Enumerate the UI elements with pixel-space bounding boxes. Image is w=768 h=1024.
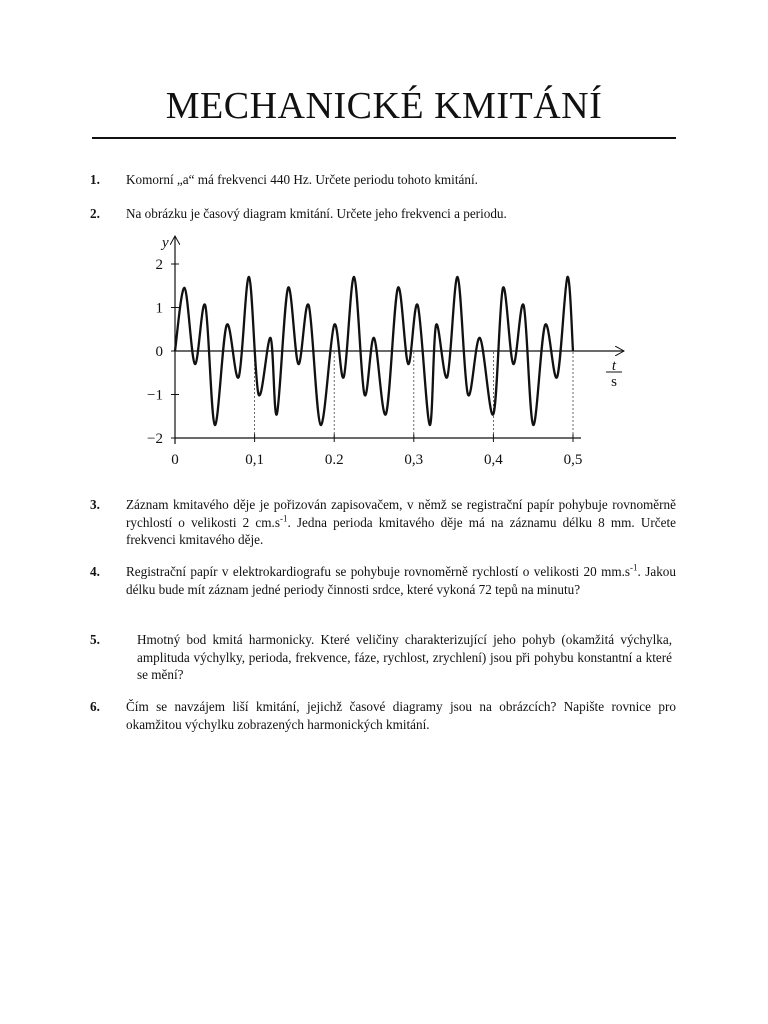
question-text-part: . Jedna perioda kmitavého děje má na záznamu délku 8 mm. Určete frekvenci kmitavého děje. [126,514,676,547]
question-number: 1. [90,172,100,187]
y-tick-label: 0 [155,344,163,360]
question-text [126,496,676,549]
x-tick-label: 0,5 [563,452,583,468]
question-text-part: Záznam kmitavého děje je pořizován zapisovačem, v němž se registrační papír pohybuje rovnoměrně rychlostí o velikosti 2 cm.s [126,497,676,530]
x-tick-label: 0 [171,452,179,468]
question-text-part: . Jakou délku bude mít záznam jedné periody činnosti srdce, které vykoná 72 tepů na minutu? [126,564,676,597]
question-text: Hmotný bod kmitá harmonicky. Které veličiny charakterizující jeho pohyb (okamžitá výchylka, amplituda výchylky, perioda, frekvence, fáze, rychlost, zrychlení) jsou při pohybu konstantní a které se mění? [137,632,672,682]
question-text [126,563,676,598]
question-text-part: Registrační papír v elektrokardiografu se pohybuje rovnoměrně rychlostí o velikosti 20 mm.s [126,564,631,579]
x-axis-label: t [611,358,617,374]
question-text: Komorní „a“ má frekvenci 440 Hz. Určete periodu tohoto kmitání. [126,172,478,187]
question-number: 2. [90,206,100,221]
question-number: 6. [90,699,100,714]
question-number: 3. [90,497,100,512]
x-tick-label: 0,1 [245,452,264,468]
x-tick-label: 0.2 [324,452,344,468]
superscript: -1 [630,562,638,573]
question-number: 5. [90,632,100,647]
x-tick-label: 0,4 [484,452,503,468]
question-number: 4. [90,564,100,579]
x-tick-label: 0,3 [404,452,424,468]
y-tick-label: 2 [155,257,163,273]
superscript: -1 [279,513,288,524]
y-tick-label: 1 [155,300,163,317]
page-title: MECHANICKÉ KMITÁNÍ [165,85,603,127]
y-axis-label: y [162,235,169,251]
question-text: Čím se navzájem liší kmitání, jejichž časové diagramy jsou na obrázcích? Napište rovnice pro okamžitou výchylku zobrazených harmonických kmitání. [126,699,676,732]
y-tick-label: −1 [147,387,163,404]
y-tick-label: −2 [147,431,163,447]
x-axis-unit: s [611,374,617,390]
question-text: Na obrázku je časový diagram kmitání. Určete jeho frekvenci a periodu. [126,206,507,221]
